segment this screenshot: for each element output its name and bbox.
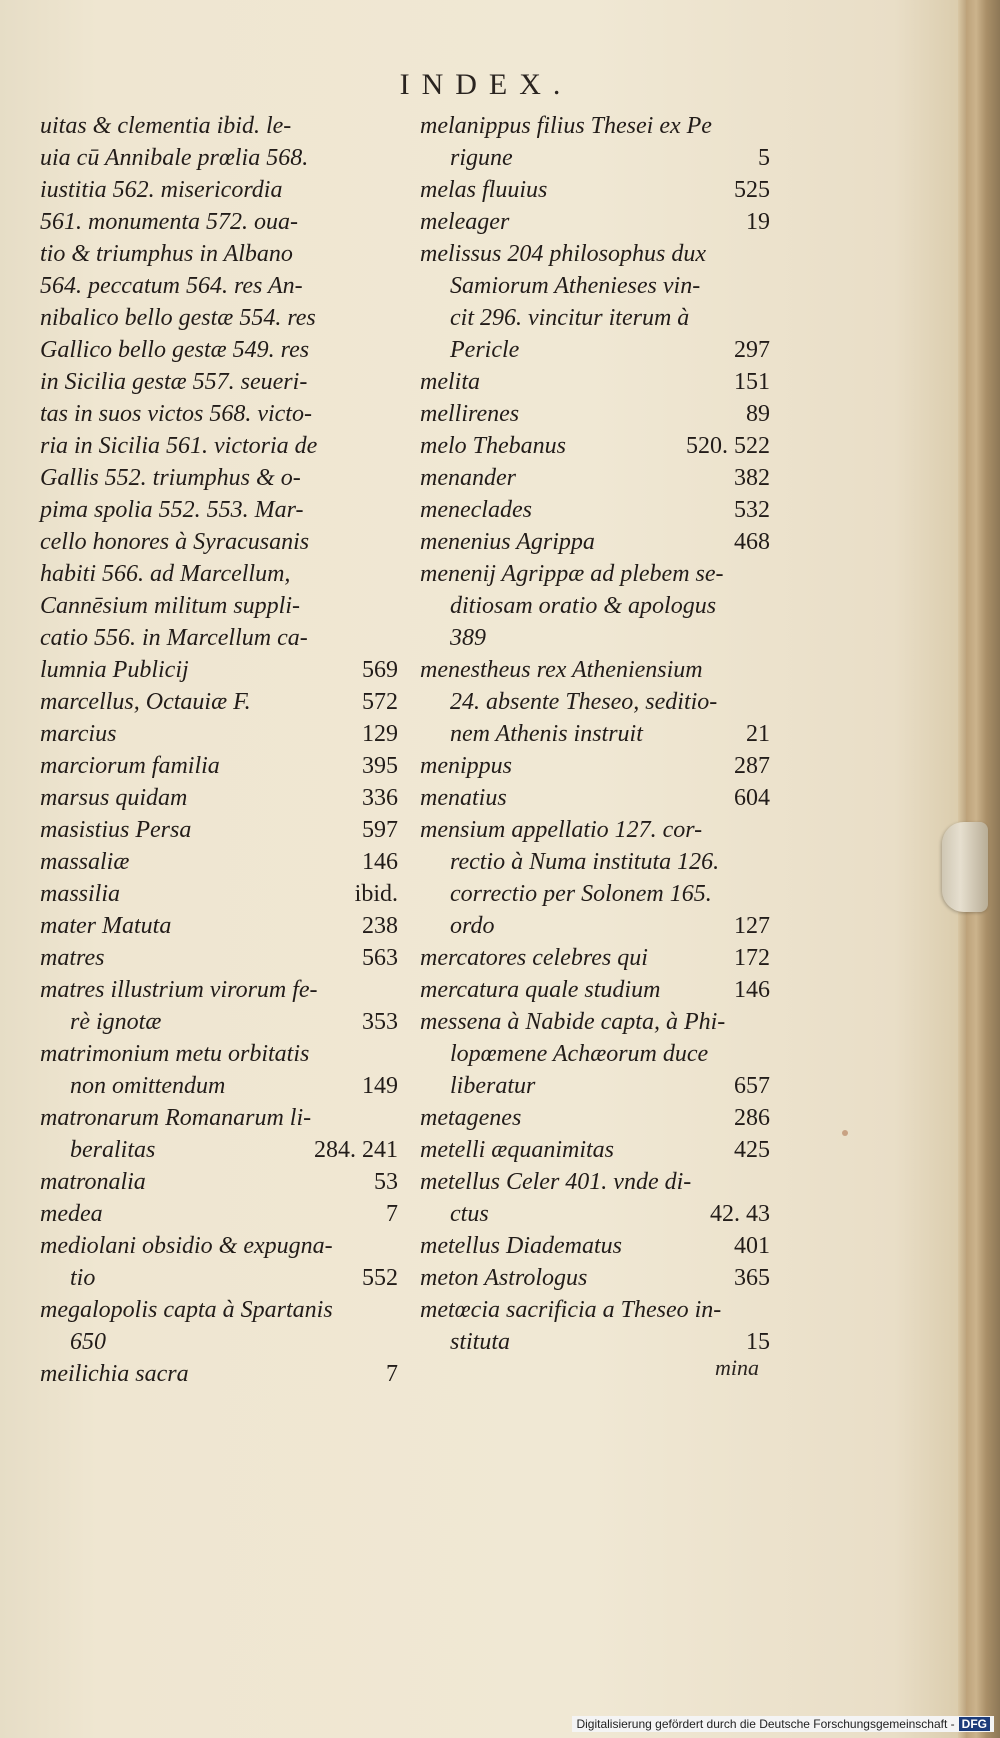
entry-line: ria in Sicilia 561. victoria de xyxy=(40,433,318,459)
page-reference: 532 xyxy=(734,497,770,523)
entry-line: marcellus, Octauiæ F. xyxy=(40,689,251,715)
index-column-left xyxy=(40,110,398,1390)
entry-line: pima spolia 552. 553. Mar- xyxy=(40,497,304,523)
page-reference: 7 xyxy=(386,1361,398,1387)
page-header: INDEX. xyxy=(399,68,573,101)
entry-line: mercatores celebres qui xyxy=(420,945,648,971)
entry-text xyxy=(40,718,398,750)
page-reference: 15 xyxy=(746,1329,770,1355)
entry-text xyxy=(40,1198,398,1230)
page-reference: 89 xyxy=(746,401,770,427)
entry-line: Samiorum Athenieses vin- xyxy=(450,273,701,299)
page-reference: 468 xyxy=(734,529,770,555)
entry-line: matres illustrium virorum fe- xyxy=(40,977,318,1003)
index-entry xyxy=(40,654,398,686)
index-entry xyxy=(40,750,398,782)
page-reference: 563 xyxy=(362,945,398,971)
index-entry xyxy=(420,1294,770,1358)
footer-text: Digitalisierung gefördert durch die Deutsche Forschungsgemeinschaft - xyxy=(576,1717,955,1731)
page-reference: 127 xyxy=(734,913,770,939)
entry-line: cello honores à Syracusanis xyxy=(40,529,310,555)
entry-line: uitas & clementia ibid. le- xyxy=(40,113,292,139)
page-reference: 365 xyxy=(734,1265,770,1291)
index-entry xyxy=(420,174,770,206)
entry-text xyxy=(420,1102,770,1134)
index-entry xyxy=(420,1230,770,1262)
entry-line: menenij Agrippæ ad plebem se- xyxy=(420,561,724,587)
entry-line: matres xyxy=(40,945,105,971)
page-reference: 42. 43 xyxy=(710,1201,770,1227)
index-entry xyxy=(40,1166,398,1198)
page-reference: 146 xyxy=(734,977,770,1003)
entry-line: Pericle xyxy=(450,337,520,363)
page-reference: ibid. xyxy=(354,881,398,907)
entry-line: marcius xyxy=(40,721,117,747)
index-entry xyxy=(420,1134,770,1166)
entry-line: meilichia sacra xyxy=(40,1361,189,1387)
index-entry xyxy=(420,398,770,430)
entry-line: Gallis 552. triumphus & o- xyxy=(40,465,301,491)
index-entry xyxy=(40,846,398,878)
entry-line: melissus 204 philosophus dux xyxy=(420,241,707,267)
entry-line: iustitia 562. misericordia xyxy=(40,177,283,203)
entry-text xyxy=(420,1294,770,1358)
entry-line: meton Astrologus xyxy=(420,1265,588,1291)
page-reference: 21 xyxy=(746,721,770,747)
entry-text xyxy=(420,206,770,238)
index-entry xyxy=(420,750,770,782)
page-reference: 353 xyxy=(362,1009,398,1035)
index-entry xyxy=(420,1102,770,1134)
entry-line: marsus quidam xyxy=(40,785,188,811)
entry-text xyxy=(420,558,770,654)
entry-line: 650 xyxy=(70,1329,106,1355)
entry-line: liberatur xyxy=(450,1073,536,1099)
entry-text xyxy=(420,110,770,174)
entry-text xyxy=(40,878,398,910)
entry-line: Cannēsium militum suppli- xyxy=(40,593,301,619)
index-entry xyxy=(420,814,770,942)
index-entry xyxy=(40,1358,398,1390)
index-entry xyxy=(40,110,398,654)
entry-line: cit 296. vincitur iterum à xyxy=(450,305,690,331)
entry-line: correctio per Solonem 165. xyxy=(450,881,712,907)
dfg-logo: DFG xyxy=(959,1717,990,1731)
index-entry xyxy=(420,430,770,462)
index-entry xyxy=(40,910,398,942)
entry-line: metellus Celer 401. vnde di- xyxy=(420,1169,692,1195)
page-reference: 5 xyxy=(758,145,770,171)
entry-line: non omittendum xyxy=(70,1073,226,1099)
entry-line: uia cū Annibale prœlia 568. xyxy=(40,145,309,171)
entry-line: matronarum Romanarum li- xyxy=(40,1105,312,1131)
entry-line: mater Matuta xyxy=(40,913,172,939)
entry-line: tas in suos victos 568. victo- xyxy=(40,401,312,427)
entry-line: menander xyxy=(420,465,516,491)
catchword: mina xyxy=(715,1355,759,1380)
index-entry xyxy=(40,1230,398,1294)
entry-line: metellus Diadematus xyxy=(420,1233,622,1259)
entry-text xyxy=(420,462,770,494)
entry-line: 24. absente Theseo, seditio- xyxy=(450,689,718,715)
entry-line: mediolani obsidio & expugna- xyxy=(40,1233,333,1259)
entry-text xyxy=(40,910,398,942)
entry-text xyxy=(420,1230,770,1262)
index-entry xyxy=(40,1198,398,1230)
entry-text xyxy=(40,974,398,1038)
page-reference: 552 xyxy=(362,1265,398,1291)
index-entry xyxy=(420,366,770,398)
entry-text xyxy=(40,750,398,782)
page-reference: 395 xyxy=(362,753,398,779)
entry-line: massaliæ xyxy=(40,849,130,875)
entry-text xyxy=(40,1038,398,1102)
entry-text xyxy=(40,654,398,686)
page-reference: 425 xyxy=(734,1137,770,1163)
entry-text xyxy=(420,494,770,526)
index-entry xyxy=(420,494,770,526)
entry-text xyxy=(40,1166,398,1198)
page-reference: 7 xyxy=(386,1201,398,1227)
entry-line: matrimonium metu orbitatis xyxy=(40,1041,310,1067)
entry-line: ctus xyxy=(450,1201,489,1227)
page-reference: 336 xyxy=(362,785,398,811)
entry-line: menenius Agrippa xyxy=(420,529,595,555)
index-entry xyxy=(420,782,770,814)
entry-text xyxy=(420,974,770,1006)
entry-text xyxy=(40,814,398,846)
index-entry xyxy=(420,1006,770,1102)
entry-line: lumnia Publicij xyxy=(40,657,189,683)
entry-line: ditiosam oratio & apologus xyxy=(450,593,717,619)
index-entry xyxy=(420,558,770,654)
entry-line: catio 556. in Marcellum ca- xyxy=(40,625,308,651)
index-entry xyxy=(420,942,770,974)
index-entry xyxy=(40,942,398,974)
entry-line: nem Athenis instruit xyxy=(450,721,643,747)
entry-line: medea xyxy=(40,1201,103,1227)
entry-line: rectio à Numa instituta 126. xyxy=(450,849,720,875)
entry-line: stituta xyxy=(450,1329,511,1355)
index-entry xyxy=(420,462,770,494)
entry-line: matronalia xyxy=(40,1169,146,1195)
entry-text xyxy=(40,1294,398,1358)
entry-line: lopœmene Achæorum duce xyxy=(450,1041,709,1067)
index-entry xyxy=(420,1166,770,1230)
entry-line: menippus xyxy=(420,753,512,779)
index-entry xyxy=(420,110,770,174)
entry-text xyxy=(40,782,398,814)
index-entry xyxy=(40,718,398,750)
page-reference: 297 xyxy=(734,337,770,363)
page-reference: 19 xyxy=(746,209,770,235)
entry-text xyxy=(420,366,770,398)
entry-line: 561. monumenta 572. oua- xyxy=(40,209,298,235)
entry-line: massilia xyxy=(40,881,121,907)
entry-text xyxy=(420,238,770,366)
index-entry xyxy=(420,238,770,366)
entry-line: rigune xyxy=(450,145,513,171)
entry-text xyxy=(420,1134,770,1166)
entry-text xyxy=(420,750,770,782)
entry-text xyxy=(420,814,770,942)
entry-text xyxy=(420,174,770,206)
entry-line: metelli æquanimitas xyxy=(420,1137,614,1163)
index-entry xyxy=(420,654,770,750)
page-reference: 569 xyxy=(362,657,398,683)
page-reference: 572 xyxy=(362,689,398,715)
page-clip xyxy=(942,822,988,912)
entry-line: 564. peccatum 564. res An- xyxy=(40,273,303,299)
entry-text xyxy=(420,654,770,750)
paper-stain xyxy=(842,1130,848,1136)
entry-text xyxy=(420,526,770,558)
entry-text xyxy=(40,110,398,654)
page-reference: 53 xyxy=(374,1169,398,1195)
entry-line: mellirenes xyxy=(420,401,520,427)
entry-text xyxy=(40,942,398,974)
entry-line: tio xyxy=(70,1265,96,1291)
index-entry xyxy=(40,1102,398,1166)
page-reference: 284. 241 xyxy=(314,1137,398,1163)
entry-line: megalopolis capta à Spartanis xyxy=(40,1297,333,1323)
entry-line: masistius Persa xyxy=(40,817,192,843)
entry-line: mensium appellatio 127. cor- xyxy=(420,817,703,843)
entry-line: in Sicilia gestæ 557. seueri- xyxy=(40,369,308,395)
entry-line: melita xyxy=(420,369,480,395)
entry-text xyxy=(420,398,770,430)
entry-line: metagenes xyxy=(420,1105,522,1131)
entry-line: menatius xyxy=(420,785,507,811)
page-reference: 382 xyxy=(734,465,770,491)
index-entry xyxy=(40,686,398,718)
entry-text xyxy=(420,1262,770,1294)
page-reference: 151 xyxy=(734,369,770,395)
page-reference: 657 xyxy=(734,1073,770,1099)
entry-text xyxy=(420,1006,770,1102)
page-reference: 520. 522 xyxy=(686,433,770,459)
index-entry xyxy=(420,1262,770,1294)
entry-line: messena à Nabide capta, à Phi- xyxy=(420,1009,726,1035)
entry-line: melas fluuius xyxy=(420,177,548,203)
page-reference: 146 xyxy=(362,849,398,875)
entry-line: ordo xyxy=(450,913,495,939)
page-reference: 525 xyxy=(734,177,770,203)
index-entry xyxy=(40,974,398,1038)
entry-line: melo Thebanus xyxy=(420,433,566,459)
entry-line: marciorum familia xyxy=(40,753,220,779)
page-reference: 149 xyxy=(362,1073,398,1099)
index-entry xyxy=(40,1294,398,1358)
entry-line: meneclades xyxy=(420,497,532,523)
page-reference: 597 xyxy=(362,817,398,843)
entry-line: melanippus filius Thesei ex Pe xyxy=(420,113,712,139)
entry-text xyxy=(420,782,770,814)
entry-text xyxy=(40,1230,398,1294)
entry-line: beralitas xyxy=(70,1137,156,1163)
index-entry xyxy=(40,814,398,846)
entry-line: Gallico bello gestæ 549. res xyxy=(40,337,310,363)
page-reference: 129 xyxy=(362,721,398,747)
entry-line: 389 xyxy=(450,625,486,651)
digitization-footer xyxy=(572,1716,994,1732)
entry-line: mercatura quale studium xyxy=(420,977,661,1003)
entry-line: metœcia sacrificia a Theseo in- xyxy=(420,1297,722,1323)
page-reference: 172 xyxy=(734,945,770,971)
entry-line: meleager xyxy=(420,209,510,235)
index-entry xyxy=(420,206,770,238)
entry-text xyxy=(40,846,398,878)
index-column-right xyxy=(420,110,770,1358)
page-reference: 604 xyxy=(734,785,770,811)
index-entry xyxy=(40,1038,398,1102)
entry-line: rè ignotæ xyxy=(70,1009,162,1035)
page-reference: 286 xyxy=(734,1105,770,1131)
entry-line: habiti 566. ad Marcellum, xyxy=(40,561,291,587)
entry-line: nibalico bello gestæ 554. res xyxy=(40,305,316,331)
index-entry xyxy=(420,974,770,1006)
index-entry xyxy=(40,782,398,814)
entry-text xyxy=(40,686,398,718)
entry-line: menestheus rex Atheniensium xyxy=(420,657,703,683)
page-reference: 287 xyxy=(734,753,770,779)
entry-text xyxy=(40,1358,398,1390)
page-reference: 238 xyxy=(362,913,398,939)
index-entry xyxy=(40,878,398,910)
page-reference: 401 xyxy=(734,1233,770,1259)
index-entry xyxy=(420,526,770,558)
entry-line: tio & triumphus in Albano xyxy=(40,241,293,267)
entry-text xyxy=(420,942,770,974)
